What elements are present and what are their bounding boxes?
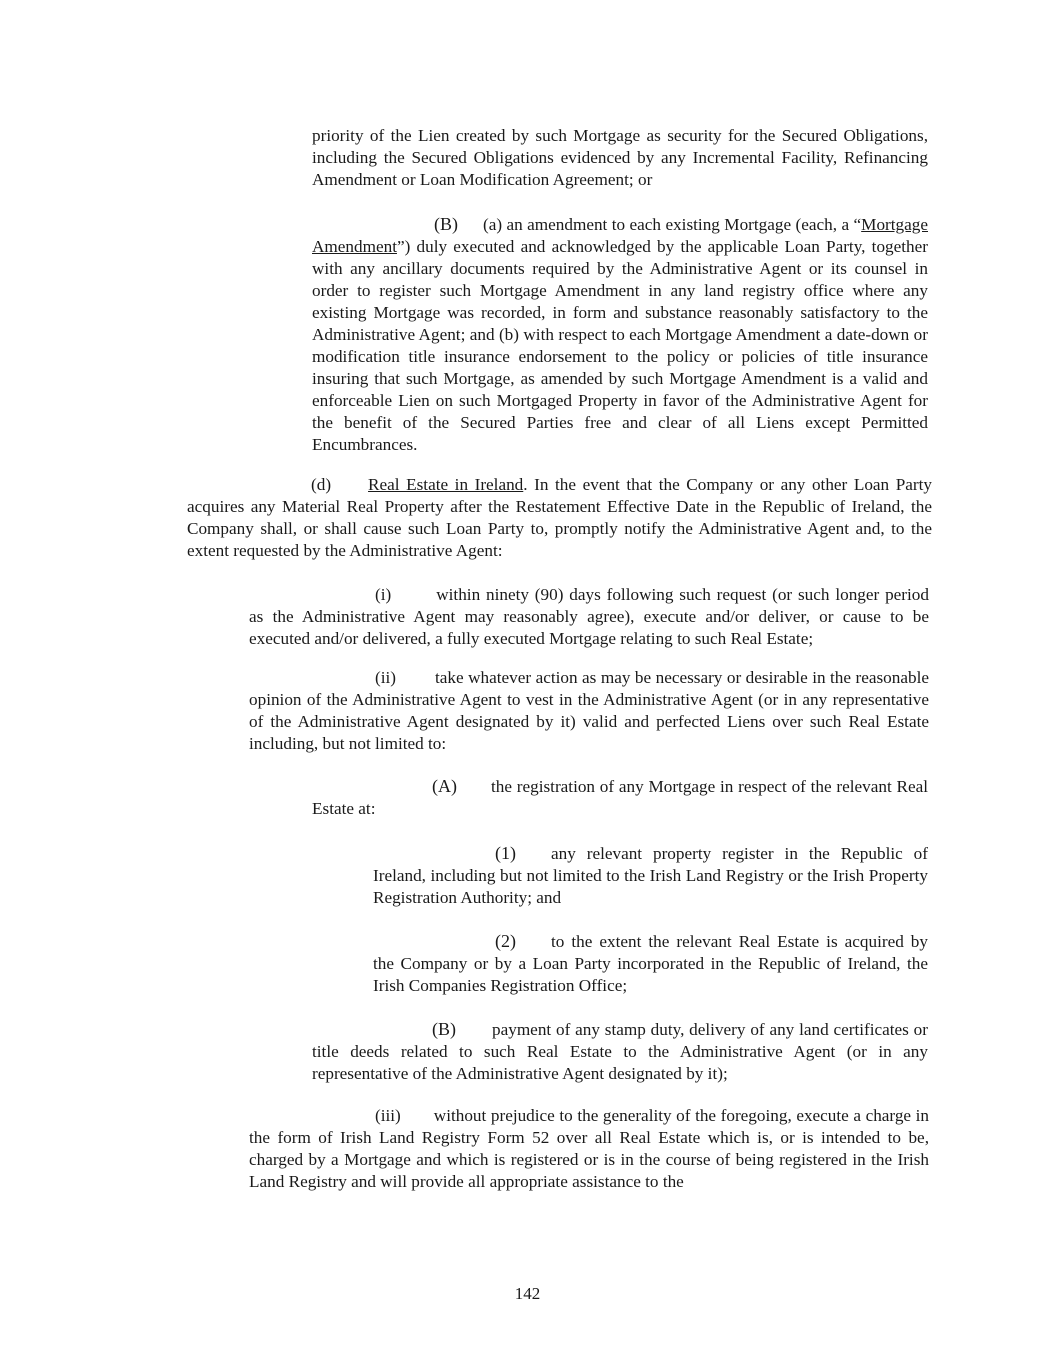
clause-number: (B) [434,214,458,234]
paragraph-text: within ninety (90) days following such request (or such longer period as the Administrative Agent may reasonably agree), execute and/or deliver, or cause to be executed and/or delivered, a fully executed Mortgage relating to such Real Estate; [249,585,929,648]
paragraph-text: without prejudice to the generality of the foregoing, execute a charge in the form of Irish Land Registry Form 52 over all Real Estate which is, or is intended to be, charged by a Mortgage and which is registered or is in the course of being registered in the Irish Land Registry and will provide all appropriate assistance to the [249,1106,929,1191]
clause-number: (iii) [375,1106,401,1125]
clause-number: (ii) [375,668,396,687]
paragraph-text: priority of the Lien created by such Mortgage as security for the Secured Obligations, including the Secured Obligations evidenced by any Incremental Facility, Refinancing Amendment or Loan Modification Agreement; or [312,126,928,189]
paragraph-vest-liens [249,667,929,755]
paragraph-companies-office [373,930,928,997]
clause-number: (i) [375,585,392,604]
paragraph-real-estate-ireland [187,474,932,562]
paragraph-property-register [373,842,928,909]
paragraph-stamp-duty [312,1018,928,1085]
section-heading: Real Estate in Ireland [368,475,524,494]
defined-term: Mortgage Amendment [312,215,928,256]
paragraph-registration [312,775,928,820]
paragraph-form-52-charge [249,1105,929,1193]
page-number: 142 [514,1284,541,1303]
clause-number: (A) [432,776,457,796]
paragraph-text: the registration of any Mortgage in respect of the relevant Real Estate at: [312,777,928,818]
paragraph-text: any relevant property register in the Republic of Ireland, including but not limited to the Irish Land Registry or the Irish Property Registration Authority; and [373,844,928,907]
paragraph-text: take whatever action as may be necessary or desirable in the reasonable opinion of the Administrative Agent to vest in the Administrative Agent (or in any representative of the Administrative Agent designated by it) valid and perfected Liens over such Real Estate including, but not limited to: [249,668,929,753]
paragraph-lien-priority [312,125,928,191]
paragraph-execute-mortgage [249,584,929,650]
clause-number: (B) [432,1019,456,1039]
clause-number: (d) [311,475,332,494]
clause-number: (2) [495,931,516,951]
paragraph-mortgage-amendment [312,213,928,456]
paragraph-text: to the extent the relevant Real Estate is acquired by the Company or by a Loan Party incorporated in the Republic of Ireland, the Irish Companies Registration Office; [373,932,928,995]
paragraph-text: (a) an amendment to each existing Mortgage (each, a “ [483,215,862,234]
clause-number: (1) [495,843,516,863]
paragraph-text: . In the event that the Company or any other Loan Party acquires any Material Real Property after the Restatement Effective Date in the Republic of Ireland, the Company shall, or shall cause such Loan Party to, promptly notify the Administrative Agent and, to the extent requested by the Administrative Agent: [187,475,933,560]
paragraph-text: ”) duly executed and acknowledged by the applicable Loan Party, together with any ancillary documents required by the Administrative Agent or its counsel in order to register such Mortgage Amendment in any land registry office where any existing Mortgage was recorded, in form and substance reasonably satisfactory to the Administrative Agent; and (b) with respect to each Mortgage Amendment a date-down or modification title insurance endorsement to the policy or policies of title insurance insuring that such Mortgage, as amended by such Mortgage Amendment is a valid and enforceable Lien on such Mortgaged Property in favor of the Administrative Agent for the benefit of the Secured Parties free and clear of all Liens except Permitted Encumbrances. [312,237,928,454]
paragraph-text: payment of any stamp duty, delivery of any land certificates or title deeds related to such Real Estate to the Administrative Agent (or in any representative of the Administrative Agent designated by it); [312,1020,928,1083]
